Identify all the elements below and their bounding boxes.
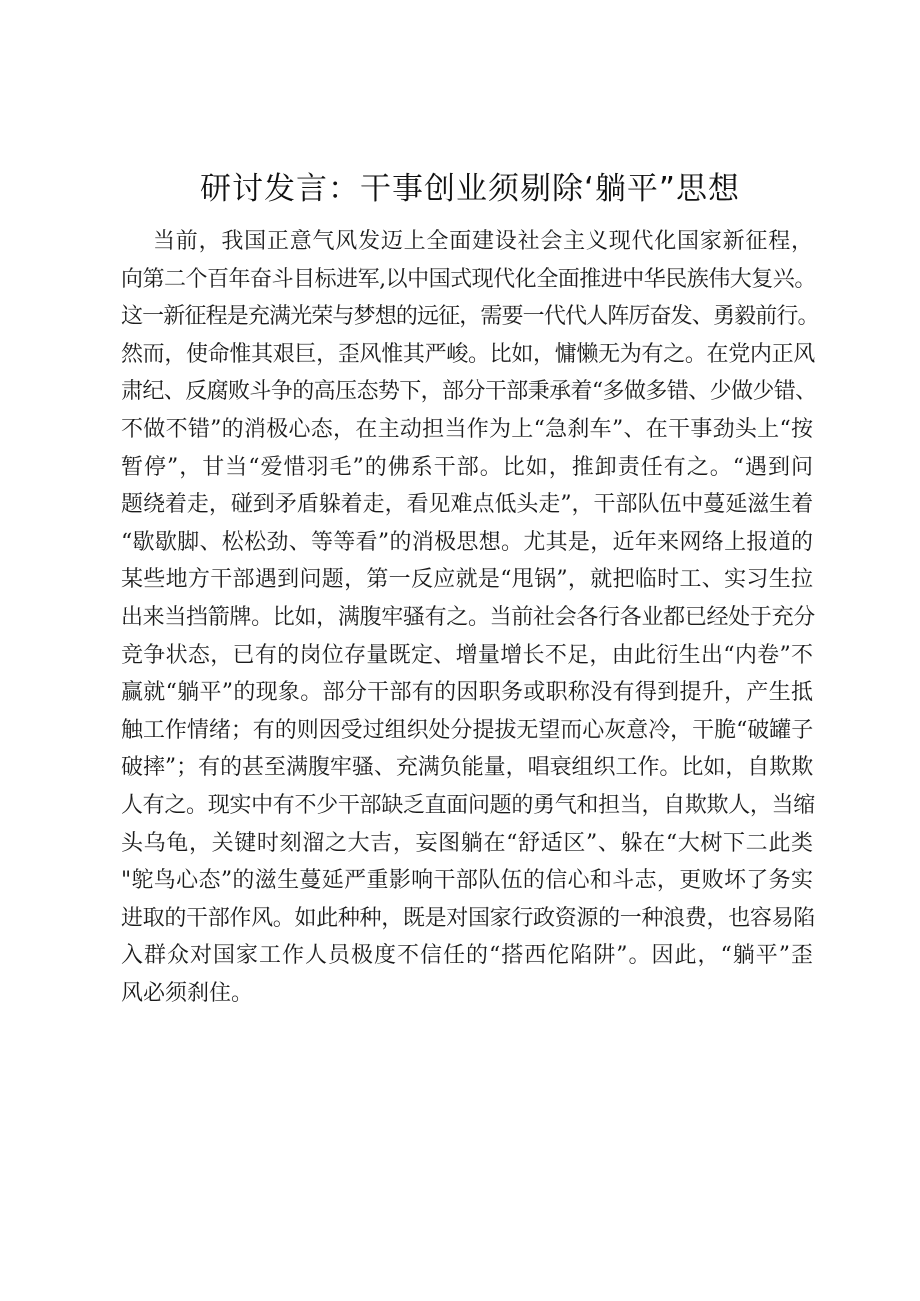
paragraph-line: 竞争状态，已有的岗位存量既定、增量增长不足，由此衍生出“内卷”不 <box>121 642 813 668</box>
document-body-paragraph <box>121 223 819 1012</box>
paragraph-line: 当前，我国正意气风发迈上全面建设社会主义现代化国家新征程， <box>153 229 813 254</box>
paragraph-line: 不做不错”的消极心态，在主动担当作为上“急刹车”、在干事劲头上“按 <box>121 416 813 442</box>
document-title: 研讨发言：干事创业须剔除‘躺平”思想 <box>200 171 740 207</box>
paragraph-line: 向第二个百年奋斗目标进军,以中国式现代化全面推进中华民族伟大复兴。 <box>121 266 816 292</box>
paragraph-line: 出来当挡箭牌。比如，满腹牢骚有之。当前社会各行各业都已经处于充分 <box>121 604 815 630</box>
paragraph-line: 入群众对国家工作人员极度不信任的“搭西佗陷阱”。因此，“躺平”歪 <box>121 943 813 969</box>
paragraph-line: 头乌龟，关键时刻溜之大吉，妄图躺在“舒适区”、躲在“大树下二此类 <box>121 830 813 856</box>
paragraph-line: 暂停”，甘当“爱惜羽毛”的佛系干部。比如，推卸责任有之。“遇到问 <box>121 454 813 480</box>
paragraph-line: 触工作情绪；有的则因受过组织处分提拔无望而心灰意冷，干脆“破罐子 <box>121 717 814 743</box>
paragraph-line: 风必须刹住。 <box>121 980 254 1006</box>
paragraph-line: 肃纪、反腐败斗争的高压态势下，部分干部秉承着“多做多错、少做少错、 <box>121 379 817 405</box>
paragraph-line: 进取的干部作风。如此种种，既是对国家行政资源的一种浪费，也容易陷 <box>121 905 815 931</box>
paragraph-line: 题绕着走，碰到矛盾躲着走，看见难点低头走”，干部队伍中蔓延滋生着 <box>121 492 814 518</box>
paragraph-line: 破摔”；有的甚至满腹牢骚、充满负能量，唱衰组织工作。比如，自欺欺 <box>121 755 814 781</box>
paragraph-line: 赢就“躺平”的现象。部分干部有的因职务或职称没有得到提升，产生抵 <box>121 680 813 706</box>
paragraph-line: “歇歇脚、松松劲、等等看”的消极思想。尤其是，近年来网络上报道的 <box>121 529 813 555</box>
paragraph-line: "鸵鸟心态”的滋生蔓延严重影响干部队伍的信心和斗志，更败坏了务实 <box>121 868 813 894</box>
paragraph-line: 这一新征程是充满光荣与梦想的远征，需要一代代人阵厉奋发、勇毅前行。 <box>121 304 819 330</box>
paragraph-line: 人有之。现实中有不少干部缺乏直面问题的勇气和担当，自欺欺人，当缩 <box>121 792 815 818</box>
paragraph-line: 然而，使命惟其艰巨，歪风惟其严峻。比如，慵懒无为有之。在党内正风 <box>121 341 815 367</box>
paragraph-line: 某些地方干部遇到问题，第一反应就是“甩锅”，就把临时工、实习生拉 <box>121 567 813 593</box>
